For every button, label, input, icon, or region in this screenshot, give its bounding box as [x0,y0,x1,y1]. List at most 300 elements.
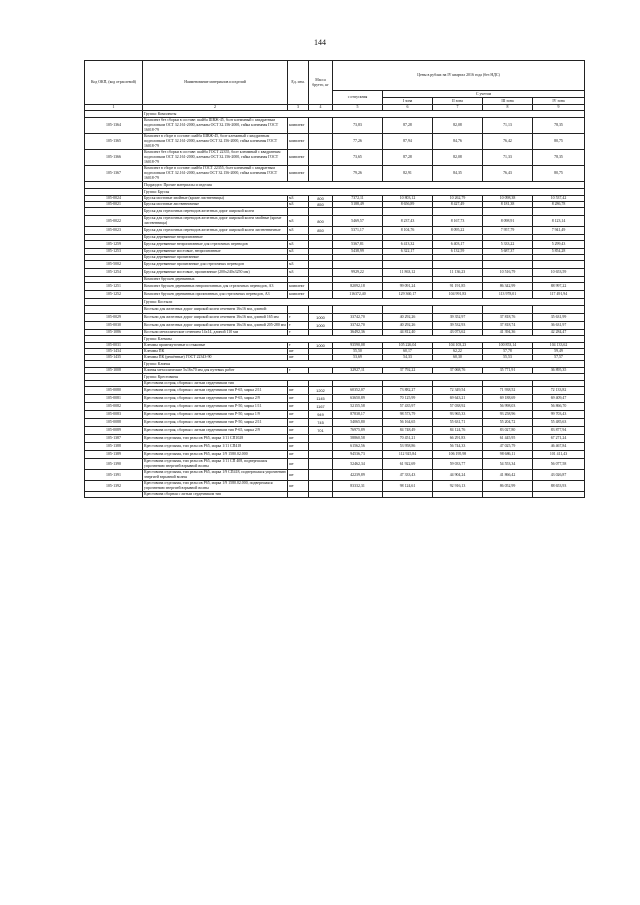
zone-3-cell: 71,13 [483,118,533,134]
name-cell: Брусья деревянные непропитанные для стрелочных переводов [143,241,288,249]
zone-3-cell: 54 553,34 [483,459,533,470]
zone-3-cell: 86 342,99 [483,283,533,291]
unit-cell: шт [288,349,309,355]
unit-cell [288,492,309,498]
name-cell: Костыли для железных дорог широкой колеи сечением 16х16 мм, длиной 205-280 мм [143,322,288,330]
unit-cell: т [288,314,309,322]
zone-4-cell [533,492,585,498]
group-code-cell [85,111,143,118]
zone-1-cell: 40 292,26 [383,322,433,330]
table-row [85,269,585,277]
zone-3-cell [483,261,533,269]
col-number: 9 [533,105,585,111]
zone-3-cell: 5 333,22 [483,241,533,249]
price-cell: 58860,58 [333,435,383,443]
mass-cell: 949 [309,411,333,419]
table-row [85,283,585,291]
table-row [85,291,585,299]
zone-1-cell: 56 164,65 [383,419,433,427]
table-row [85,306,585,314]
zone-2-cell: 37 068,76 [433,368,483,374]
code-cell: 105-1252 [85,291,143,299]
zone-3-cell: 71,33 [483,150,533,166]
zone-3-cell: 37 818,76 [483,314,533,322]
table-row [85,314,585,322]
zone-4-cell: 83 877,94 [533,427,585,435]
mass-cell: 850 [309,227,333,235]
table-header [85,61,585,111]
name-cell: Комплект в сборе в составе: шайба ШВЖ-45, болт клеммный с квадратным подголовком ОСТ 32.161-2000, клемма ОСТ 32.156-2000, гайка клеммная ГОСТ 16018-79 [143,134,288,150]
table-row [85,387,585,395]
zone-2-cell: 59 033,77 [433,459,483,470]
name-cell: Крестовина острая, сборная с литым сердечником тип Р-65, марка 2/9 [143,427,288,435]
unit-cell: м3 [288,261,309,269]
zone-2-cell [433,261,483,269]
col-number: 7 [433,105,483,111]
price-cell: 54065,80 [333,419,383,427]
zone-1-cell: 47 333,43 [383,470,433,481]
price-cell: 5367,81 [333,241,383,249]
price-cell: 5188,49 [333,202,383,208]
unit-cell: комплект [288,118,309,134]
zone-4-cell: 101 411,43 [533,451,585,459]
zone-3-cell: 57,78 [483,349,533,355]
header-zone-4: IV зона [533,98,585,105]
name-cell: Клеммы ПК [143,349,288,355]
unit-cell: шт [288,481,309,492]
mass-cell: 1202 [309,387,333,395]
code-cell: 105-0023 [85,227,143,235]
zone-2-cell: 84 124,76 [433,427,483,435]
zone-2-cell: 56 744,33 [433,443,483,451]
zone-3-cell: 113 978,01 [483,291,533,299]
unit-cell: комплект [288,283,309,291]
header-name: Наименование материалов и изделий [143,61,288,105]
zone-2-cell: 10 262,79 [433,196,483,202]
table-row [85,166,585,182]
group-title: Группа: Клинья [143,361,585,368]
code-cell: 105-1392 [85,481,143,492]
unit-cell: шт [288,403,309,411]
zone-3-cell: 10 098,38 [483,196,533,202]
code-cell: 105-1254 [85,269,143,277]
zone-3-cell: 7 957,79 [483,227,533,235]
zone-1-cell [383,208,433,216]
group-row [85,182,585,189]
header-zone-3: III зона [483,98,533,105]
zone-3-cell [483,492,533,498]
price-cell: 33742,70 [333,314,383,322]
zone-3-cell: 100 853,14 [483,343,533,349]
mass-cell [309,150,333,166]
zone-3-cell: 10 516,79 [483,269,533,277]
name-cell: Комплект без сборки в составе: шайба ШВЖ-45, болт клеммный с квадратным подголовком ОСТ 32.161-2000, клеммы ОСТ 32.156-2000, гайка клеммная ГОСТ 16018-79 [143,118,288,134]
zone-4-cell: 59,49 [533,349,585,355]
table-row [85,322,585,330]
zone-4-cell: 56 077,58 [533,459,585,470]
unit-cell: комплект [288,291,309,299]
zone-4-cell: 88 653,93 [533,481,585,492]
price-cell: 76975,89 [333,427,383,435]
col-number: 8 [483,105,533,111]
unit-cell: шт [288,427,309,435]
price-cell: 32927,11 [333,368,383,374]
zone-4-cell: 36 895,35 [533,368,585,374]
price-cell: 7372,11 [333,196,383,202]
unit-cell: комплект [288,166,309,182]
zone-4-cell [533,306,585,314]
zone-1-cell: 98 573,79 [383,411,433,419]
zone-2-cell: 106 195,98 [433,451,483,459]
unit-cell: шт [288,443,309,451]
mass-cell: 1000 [309,322,333,330]
zone-1-cell: 61 922,69 [383,459,433,470]
name-cell: Клинья металлические 5х16х70 мм для путевых работ [143,368,288,374]
zone-2-cell: 11 136,23 [433,269,483,277]
price-cell: 53,69 [333,355,383,361]
name-cell: Комплект без сборки в составе: шайба ГОСТ 22355, болт клеммный с квадратным подголовком ОСТ 32.161-2000, клеммы ОСТ 32.156-2000, гайка клеммная ГОСТ 16018-79 [143,150,288,166]
name-cell: Крестовина острая, сборная с литым сердечником тип Р-65, марка 2/9 [143,395,288,403]
zone-4-cell: 7 941,49 [533,227,585,235]
name-cell: Крестовина сборная с литым сердечником тип [143,492,288,498]
name-cell: Комплект брусьев деревянных непропитанных для стрелочных переводов, А3 [143,283,288,291]
group-title: Группа: Костыли [143,299,585,306]
group-code-cell [85,336,143,343]
unit-cell: шт [288,470,309,481]
mass-cell: 701 [309,427,333,435]
mass-cell: 800 [309,196,333,202]
unit-cell: шт [288,435,309,443]
zone-4-cell: 117 491,94 [533,291,585,299]
table-row [85,419,585,427]
name-cell: Крестовина отдельная, тип рельсов Р65, марка 1/11 СП1028 [143,435,288,443]
group-row [85,374,585,381]
zone-2-cell: 44 904,24 [433,470,483,481]
price-cell: 87838,17 [333,411,383,419]
mass-cell [309,443,333,451]
zone-1-cell: 6 322,17 [383,249,433,255]
zone-4-cell: 43 026,87 [533,470,585,481]
col-number: 6 [383,105,433,111]
name-cell: Клеммы ПК (решённые) ГОСТ 22343-90 [143,355,288,361]
price-cell: 60352,07 [333,387,383,395]
unit-cell: т [288,322,309,330]
zone-4-cell: 36 631,97 [533,322,585,330]
group-code-cell [85,374,143,381]
table-row [85,216,585,227]
mass-cell [309,261,333,269]
zone-3-cell: 41 866,42 [483,470,533,481]
name-cell: Крестовина отдельная, тип рельсов Р65, марка 1/9 СП418, подвергшаяся упрочнению энергией взрывной волны [144,470,287,479]
group-row [85,111,585,118]
name-cell: Брусья деревянные пропитанные [143,255,288,261]
zone-2-cell: 91 191,85 [433,283,483,291]
price-cell: 5469,57 [333,216,383,227]
zone-4-cell: 10 537,42 [533,196,585,202]
code-cell: 105-0088 [85,419,143,427]
mass-cell [309,283,333,291]
zone-3-cell: 37 818,74 [483,322,533,330]
group-title: Группа: Комплекты [143,111,585,118]
unit-cell [288,208,309,216]
table-row [85,395,585,403]
unit-cell: комплект [288,134,309,150]
zone-3-cell: 8 181,38 [483,202,533,208]
table-row [85,134,585,150]
zone-2-cell: 72 349,54 [433,387,483,395]
mass-cell [309,269,333,277]
code-cell: 105-5002 [85,261,143,269]
price-cell: 83332,31 [333,481,383,492]
name-cell: Брусья деревянные непропитанные [143,235,288,241]
code-cell: 105-0082 [85,403,143,411]
code-cell: 105-1365 [85,134,143,150]
zone-1-cell: 70 125,99 [383,395,433,403]
mass-cell [309,306,333,314]
code-cell: 105-1008 [85,368,143,374]
mass-cell: 1000 [309,343,333,349]
unit-cell: м3 [288,269,309,277]
zone-2-cell: 57 038,92 [433,403,483,411]
code-cell: 105-1251 [85,283,143,291]
price-cell: 9929,22 [333,269,383,277]
zone-1-cell: 60,17 [383,349,433,355]
table-row [85,470,585,481]
zone-1-cell: 6 413,32 [383,241,433,249]
zone-1-cell [383,492,433,498]
zone-2-cell: 39 352,97 [433,314,483,322]
mass-cell: 1000 [309,314,333,322]
price-cell: 52155,58 [333,403,383,411]
code-cell: 105-1387 [85,435,143,443]
mass-cell [309,481,333,492]
header-incl: С учетом [383,91,585,98]
zone-4-cell: 104 133,62 [533,343,585,349]
unit-cell: шт [288,395,309,403]
code-cell: 105-1259 [85,241,143,249]
zone-1-cell: 99 091,24 [383,283,433,291]
zone-1-cell: 70 451,21 [383,435,433,443]
price-cell: 55,50 [333,349,383,355]
group-code-cell [85,361,143,368]
zone-4-cell: 88 997,22 [533,283,585,291]
code-cell: 105-1388 [85,443,143,451]
unit-cell: м3 [288,196,309,202]
zone-2-cell: 69 643,21 [433,395,483,403]
code-cell: 105-0080 [85,387,143,395]
zone-3-cell: 55 204,72 [483,419,533,427]
code-cell: 105-0089 [85,427,143,435]
zone-4-cell: 10 653,59 [533,269,585,277]
zone-2-cell: 55 631,71 [433,419,483,427]
zone-3-cell: 86 052,99 [483,481,533,492]
mass-cell: 745 [309,419,333,427]
group-row [85,189,585,196]
mass-cell: 800 [309,216,333,227]
price-cell: 63650,89 [333,395,383,403]
zone-3-cell: 69 188,69 [483,395,533,403]
zone-3-cell: 83 027,80 [483,427,533,435]
col-number: 4 [309,105,333,111]
unit-cell: м3 [288,227,309,235]
zone-1-cell: 82,91 [383,166,433,182]
zone-1-cell: 112 925,84 [383,451,433,459]
table-row [85,150,585,166]
zone-3-cell [483,306,533,314]
name-cell: Костыли для железных дорог широкой колеи сечением 16х16 мм, длиной 165 мм [143,314,288,322]
unit-cell: шт [288,355,309,361]
unit-cell: шт [288,387,309,395]
zone-2-cell: 82,08 [433,150,483,166]
mass-cell: 850 [309,202,333,208]
code-cell: 105-0031 [85,343,143,349]
zone-4-cell: 55 485,63 [533,419,585,427]
name-cell: Крестовина отдельная, тип рельсов Р65, марка 1/11 СП 408, подвергшаяся упрочнению энергией взрывной волны [143,459,288,470]
code-cell: 105-0029 [85,314,143,322]
zone-4-cell: 8 123,14 [533,216,585,227]
price-cell: 77,26 [333,134,383,150]
name-cell: Брусья для стрелочных переводов железных дорог широкой колеи хвойные (кроме лиственницы) [143,216,288,227]
zone-4-cell: 78,35 [533,150,585,166]
table-row [85,435,585,443]
zone-2-cell: 84,35 [433,166,483,182]
zone-1-cell: 129 360,17 [383,291,433,299]
name-cell: Комплект брусьев деревянных пропитанных для стрелочных переводов, А3 [143,291,288,299]
price-cell [333,306,383,314]
zone-3-cell: 76,43 [483,166,533,182]
zone-1-cell: 98 124,61 [383,481,433,492]
group-row [85,361,585,368]
zone-2-cell: 82,08 [433,118,483,134]
zone-1-cell: 53 958,86 [383,443,433,451]
zone-2-cell [433,306,483,314]
code-cell: 105-1389 [85,451,143,459]
header-fob: с отпускная [333,91,383,105]
mass-cell [309,241,333,249]
zone-4-cell: 57,57 [533,355,585,361]
code-cell: 105-1364 [85,118,143,134]
code-cell: 105-0024 [85,196,143,202]
zone-4-cell: 80,75 [533,134,585,150]
table-row [85,118,585,134]
zone-4-cell: 35 631,99 [533,314,585,322]
group-code-cell [85,299,143,306]
code-cell: 105-1434 [85,349,143,355]
name-cell: Костыли металлические сечением 14х14, длиной 110 мм [143,330,288,336]
name-cell: Крестовина острая, сборная с литым сердечником тип Р-50, марка 1/11 [143,403,288,411]
unit-cell [288,306,309,314]
zone-1-cell: 73 882,27 [383,387,433,395]
zone-2-cell: 62,22 [433,349,483,355]
group-title: Группа: Клеммы [143,336,585,343]
table-row [85,451,585,459]
code-cell: 105-1390 [85,459,143,470]
price-cell: 116372,40 [333,291,383,299]
code-cell: 105-1435 [85,355,143,361]
zone-2-cell: 6 403,17 [433,241,483,249]
col-number: 5 [333,105,383,111]
zone-3-cell: 35 771,91 [483,368,533,374]
table-row [85,403,585,411]
unit-cell: шт [288,459,309,470]
zone-1-cell: 87,94 [383,134,433,150]
price-cell: 82092,18 [333,283,383,291]
group-code-cell [85,189,143,196]
zone-1-cell: 8 656,89 [383,202,433,208]
mass-cell [309,451,333,459]
zone-4-cell: 67 271,24 [533,435,585,443]
zone-1-cell: 57 435,97 [383,403,433,411]
header-price-title: Цены в рублях на IV квартал 2016 года (без НДС) [333,61,585,91]
zone-1-cell: 105 226,04 [383,343,433,349]
name-cell: Крестовина отдельная, тип рельсов Р65, марка 1/11 СП418 [143,443,288,451]
table-row [85,459,585,470]
name-cell: Крестовина отдельная, тип рельсов Р65, марка 1/9 1580.02.000, подвергшаяся упрочнению энергией взрывной волны [143,481,288,492]
zone-3-cell: 76,42 [483,134,533,150]
unit-cell: шт [288,419,309,427]
name-cell: Комплект в сборе в составе: шайба ГОСТ 22355, болт клеммный с квадратным подголовком ОСТ 32.161-2000, клемма ОСТ 32.156-2000, гайка клеммная ГОСТ 16018-79 [143,166,288,182]
zone-1-cell: 54,33 [383,355,433,361]
zone-2-cell [433,492,483,498]
code-cell: 105-0022 [85,216,143,227]
code-cell: 105-0021 [85,202,143,208]
col-number: 2 [143,105,288,111]
code-cell: 105-0081 [85,395,143,403]
zone-4-cell: 42 284,47 [533,330,585,336]
group-row [85,336,585,343]
zone-4-cell: 69 409,47 [533,395,585,403]
zone-2-cell: 104 103,23 [433,343,483,349]
unit-cell: т [288,330,309,336]
zone-1-cell: 8 237,43 [383,216,433,227]
zone-3-cell [483,208,533,216]
code-cell [85,492,143,498]
header-unit: Ед. изм. [288,61,309,105]
table-row [85,427,585,435]
code-cell: 105-1253 [85,249,143,255]
mass-cell [309,291,333,299]
zone-2-cell: 66 291,83 [433,435,483,443]
unit-cell: м3 [288,202,309,208]
price-table [84,60,585,498]
name-cell: Костыли для железных дорог широкой колеи сечением 16х16 мм, длиной: [143,306,288,314]
zone-4-cell: 72 133,82 [533,387,585,395]
zone-4-cell: 5 854,28 [533,249,585,255]
price-cell: 36492,36 [333,330,383,336]
price-cell: 73,83 [333,118,383,134]
zone-1-cell: 44 812,40 [383,330,433,336]
name-cell: Брусья деревянные мостовые, непропитанные [143,249,288,255]
table-row [85,492,585,498]
zone-3-cell: 8 098,91 [483,216,533,227]
mass-cell [309,208,333,216]
price-cell: 33742,70 [333,322,383,330]
zone-1-cell: 87,28 [383,150,433,166]
zone-3-cell: 93 258,96 [483,411,533,419]
header-mass: Масса брутто, кг [309,61,333,105]
zone-2-cell: 8 427,49 [433,202,483,208]
name-cell: Крестовина отдельная, тип рельсов Р65, марка 1/9 1580.02.000 [143,451,288,459]
price-cell: 42239,89 [333,470,383,481]
name-cell: Крестовина острая, сборная с литым сердечником тип Р-50, марка 1/9 [143,411,288,419]
zone-4-cell [533,208,585,216]
group-title: Подраздел: Прочие материалы и изделия [143,182,585,189]
mass-cell: 1167 [309,403,333,411]
unit-cell: комплект [288,150,309,166]
price-cell: 73,65 [333,150,383,166]
mass-cell [309,492,333,498]
price-cell: 93590,08 [333,343,383,349]
